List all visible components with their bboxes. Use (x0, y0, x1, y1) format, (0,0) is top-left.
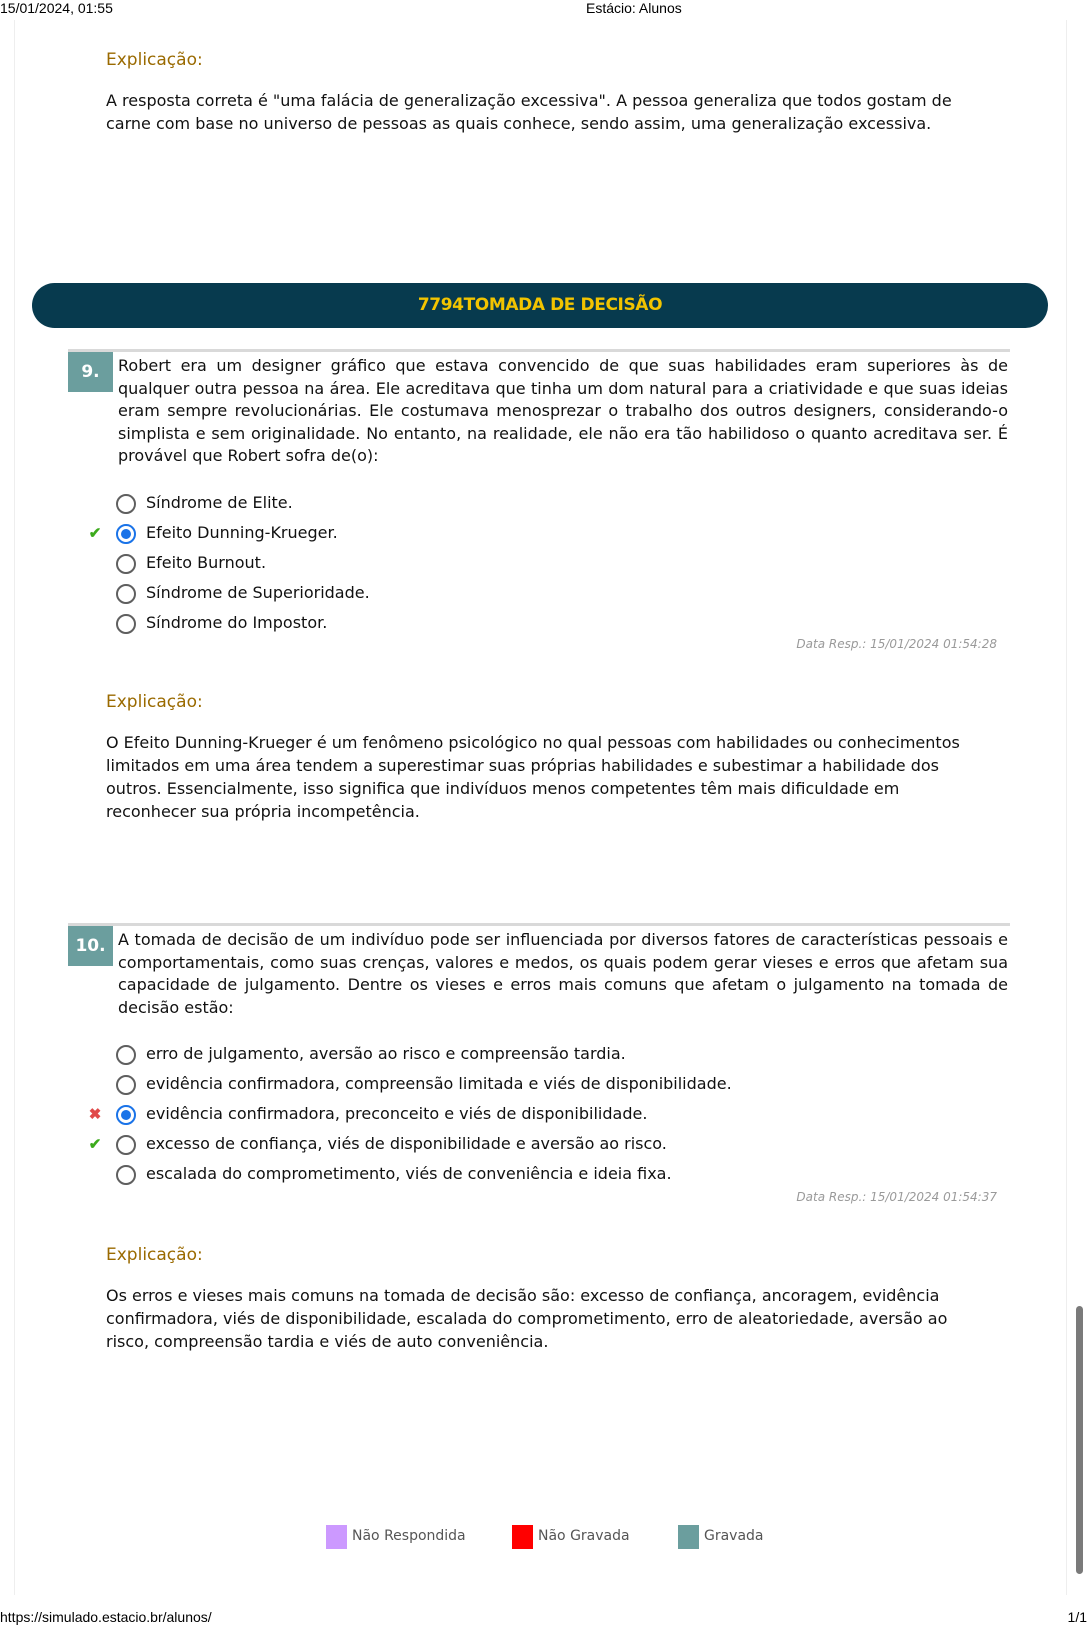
answer-option[interactable] (116, 1042, 916, 1068)
answer-option[interactable] (116, 491, 916, 517)
answer-option[interactable] (116, 1132, 916, 1158)
answer-option[interactable] (116, 521, 916, 547)
answer-option[interactable] (116, 611, 916, 637)
option-label: Efeito Dunning-Krueger. (146, 523, 338, 542)
question-divider (68, 349, 1010, 352)
legend-swatch (512, 1525, 533, 1549)
page-border-right (1066, 20, 1067, 1595)
print-footer (0, 1607, 1087, 1627)
question-number-badge: 9. (68, 352, 113, 392)
radio-button[interactable] (116, 554, 136, 574)
radio-button[interactable] (116, 1135, 136, 1155)
legend-label: Gravada (704, 1528, 764, 1544)
print-url: https://simulado.estacio.br/alunos/ (0, 1609, 212, 1625)
answer-option[interactable] (116, 581, 916, 607)
explanation-text: O Efeito Dunning-Krueger é um fenômeno psicológico no qual pessoas com habilidades ou conhecimentos limitados em uma área tendem a superestimar suas próprias habilidades e subestimar a habilidade dos outros. Essencialmente, isso significa que indivíduos menos competentes têm mais dificuldade em reconhecer sua própria incompetência. (106, 733, 960, 821)
print-title: Estácio: Alunos (586, 0, 682, 16)
question-divider (68, 923, 1010, 926)
answer-option[interactable] (116, 1072, 916, 1098)
radio-button[interactable] (116, 614, 136, 634)
explanation-label: Explicação: (106, 1245, 203, 1265)
explanation-label: Explicação: (106, 692, 203, 712)
legend-label: Não Gravada (538, 1528, 630, 1544)
print-page-number: 1/1 (1067, 1609, 1087, 1625)
explanation-text: A resposta correta é "uma falácia de generalização excessiva". A pessoa generaliza que todos gostam de carne com base no universo de pessoas as quais conhece, sendo assim, uma generalização excessiva. (106, 91, 952, 133)
radio-button-selected[interactable] (116, 1105, 136, 1125)
radio-button-selected[interactable] (116, 524, 136, 544)
explanation-text: Os erros e vieses mais comuns na tomada de decisão são: excesso de confiança, ancoragem, evidência confirmadora, viés de disponibilidade, escalada do comprometimento, erro de aleatoriedade, aversão ao risco, compreensão tardia e viés de auto conveniência. (106, 1286, 948, 1351)
vertical-scrollbar[interactable] (1076, 1306, 1083, 1574)
question-number-badge: 10. (68, 926, 113, 966)
option-label: erro de julgamento, aversão ao risco e compreensão tardia. (146, 1044, 626, 1063)
option-label: Síndrome de Superioridade. (146, 583, 370, 602)
print-header (0, 0, 1087, 18)
radio-button[interactable] (116, 584, 136, 604)
question-stem: Robert era um designer gráfico que estava convencido de que suas habilidades eram superiores às de qualquer outra pessoa na área. Ele acreditava que tinha um dom natural para a criatividade e que suas ideias eram sempre revolucionárias. Ele costumava menosprezar o trabalho dos outros designers, considerando-o simplista e sem originalidade. No entanto, na realidade, ele não era tão habilidoso o quanto acreditava ser. É provável que Robert sofra de(o): (118, 356, 1008, 465)
radio-button[interactable] (116, 1075, 136, 1095)
correct-check-icon: ✔ (88, 525, 102, 542)
option-label: evidência confirmadora, compreensão limitada e viés de disponibilidade. (146, 1074, 732, 1093)
answer-option[interactable] (116, 1162, 916, 1188)
explanation-label: Explicação: (106, 50, 203, 70)
radio-button[interactable] (116, 1045, 136, 1065)
option-label: Síndrome do Impostor. (146, 613, 328, 632)
correct-check-icon: ✔ (88, 1136, 102, 1153)
option-label: escalada do comprometimento, viés de conveniência e ideia fixa. (146, 1164, 672, 1183)
answer-option[interactable] (116, 551, 916, 577)
radio-button[interactable] (116, 494, 136, 514)
question-stem: A tomada de decisão de um indivíduo pode ser influenciada por diversos fatores de características pessoais e comportamentais, como suas crenças, valores e medos, os quais podem gerar vieses e erros que afetam sua capacidade de julgamento. Dentre os vieses e erros mais comuns que afetam o julgamento na tomada de decisão estão: (118, 930, 1008, 1017)
print-date: 15/01/2024, 01:55 (0, 0, 113, 16)
option-label: evidência confirmadora, preconceito e viés de disponibilidade. (146, 1104, 648, 1123)
answer-option[interactable] (116, 1102, 916, 1128)
section-banner: 7794TOMADA DE DECISÃO (32, 283, 1048, 328)
option-label: Efeito Burnout. (146, 553, 267, 572)
legend-swatch (326, 1525, 347, 1549)
legend-label: Não Respondida (352, 1528, 466, 1544)
radio-button[interactable] (116, 1165, 136, 1185)
option-label: Síndrome de Elite. (146, 493, 293, 512)
wrong-cross-icon: ✖ (88, 1106, 102, 1123)
legend-swatch (678, 1525, 699, 1549)
response-date: Data Resp.: 15/01/2024 01:54:28 (796, 637, 997, 651)
page-border-left (14, 20, 15, 1595)
response-date: Data Resp.: 15/01/2024 01:54:37 (796, 1190, 997, 1204)
option-label: excesso de confiança, viés de disponibilidade e aversão ao risco. (146, 1134, 667, 1153)
